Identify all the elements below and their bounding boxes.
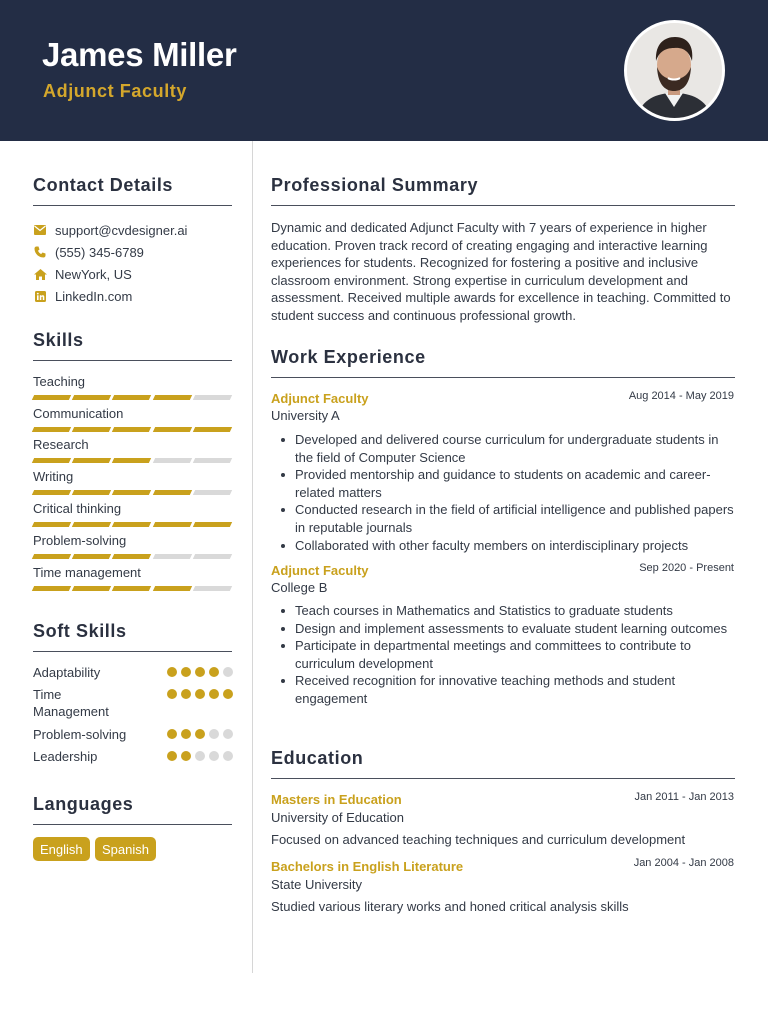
- job-bullet: Conducted research in the field of artificial intelligence and published papers in reputable journals: [271, 501, 737, 536]
- job-title: Adjunct Faculty: [271, 563, 369, 578]
- soft-skill-label: Problem-solving: [33, 727, 127, 742]
- rating-dot-filled: [209, 689, 219, 699]
- job-bullet: Collaborated with other faculty members on interdisciplinary projects: [271, 537, 737, 555]
- rating-dot-filled: [167, 729, 177, 739]
- skill-bar-segment-filled: [32, 490, 72, 495]
- rating-dot-filled: [195, 729, 205, 739]
- skill-bar-segment-filled: [32, 458, 72, 463]
- skill-bar-segment-filled: [193, 427, 233, 432]
- degree-title: Masters in Education: [271, 792, 402, 807]
- job-bullet: Provided mentorship and guidance to students on academic and career-related matters: [271, 466, 737, 501]
- rating-dot-empty: [209, 751, 219, 761]
- job-bullet: Design and implement assessments to evaluate student learning outcomes: [271, 620, 737, 638]
- contact-linkedin[interactable]: [33, 287, 132, 305]
- rating-dot-filled: [195, 689, 205, 699]
- skill-bar-segment-filled: [193, 522, 233, 527]
- summary-rule: [271, 205, 735, 206]
- summary-section-title: Professional Summary: [271, 175, 479, 195]
- languages-section-title: Languages: [33, 794, 134, 814]
- skill-bar-segment-filled: [72, 522, 112, 527]
- skill-level-bar: [33, 490, 231, 495]
- rating-dot-filled: [167, 667, 177, 677]
- skill-label: Teaching: [33, 374, 86, 389]
- skill-bar-segment-filled: [112, 490, 152, 495]
- envelope-icon: [33, 223, 47, 237]
- skill-label: Critical thinking: [33, 501, 122, 516]
- job-organization: College B: [271, 580, 328, 595]
- education-dates: Jan 2011 - Jan 2013: [634, 791, 734, 803]
- rating-dot-filled: [167, 689, 177, 699]
- skill-bar-segment-filled: [152, 427, 192, 432]
- job-bullet: Received recognition for innovative teaching methods and student engagement: [271, 672, 737, 707]
- skill-bar-segment-filled: [152, 586, 192, 591]
- skill-bar-segment-filled: [72, 554, 112, 559]
- column-divider: [252, 141, 253, 973]
- skill-bar-segment-filled: [72, 458, 112, 463]
- job-bullet: Teach courses in Mathematics and Statistics to graduate students: [271, 602, 737, 620]
- skill-level-bar: [33, 554, 231, 559]
- job-bullet-list: [271, 431, 737, 554]
- rating-dot-empty: [223, 729, 233, 739]
- contact-location: [33, 265, 132, 283]
- contact-phone-text: (555) 345-6789: [55, 244, 144, 260]
- skill-bar-segment-filled: [32, 586, 72, 591]
- linkedin-icon: [33, 289, 47, 303]
- skill-level-bar: [33, 522, 231, 527]
- rating-dot-filled: [209, 667, 219, 677]
- education-description: Focused on advanced teaching techniques and curriculum development: [271, 832, 686, 847]
- skills-section-title: Skills: [33, 330, 84, 350]
- job-bullet-list: [271, 602, 737, 708]
- soft-skill-rating: [167, 667, 233, 677]
- education-rule: [271, 778, 735, 779]
- rating-dot-empty: [223, 667, 233, 677]
- soft-skills-rule: [33, 651, 232, 652]
- home-icon: [33, 267, 47, 281]
- contact-email-text: support@cvdesigner.ai: [55, 222, 188, 238]
- soft-skill-label: Adaptability: [33, 665, 101, 680]
- candidate-role: Adjunct Faculty: [43, 81, 188, 101]
- job-dates: Aug 2014 - May 2019: [628, 390, 734, 402]
- skill-bar-segment-filled: [152, 522, 192, 527]
- rating-dot-empty: [209, 729, 219, 739]
- job-bullet: Developed and delivered course curriculum for undergraduate students in the field of Computer Science: [271, 431, 737, 466]
- experience-section-title: Work Experience: [271, 347, 426, 367]
- skill-bar-segment-filled: [32, 522, 72, 527]
- job-bullet: Participate in departmental meetings and committees to contribute to curriculum development: [271, 637, 737, 672]
- contact-linkedin-text: LinkedIn.com: [55, 288, 133, 304]
- school-name: State University: [271, 877, 363, 892]
- header: [0, 0, 768, 141]
- summary-text: Dynamic and dedicated Adjunct Faculty with 7 years of experience in higher education. Proven track record of creating engaging and interactive learning experiences for students. Recognized for fostering a positive and inclusive classroom environment. Strong expertise in curriculum development and assessment. Received multiple awards for excellence in teaching. Committed to student success and continuous professional growth.: [271, 220, 731, 323]
- soft-skill-label: Leadership: [33, 749, 98, 764]
- skill-label: Time management: [33, 565, 141, 580]
- rating-dot-filled: [223, 689, 233, 699]
- skill-bar-segment-empty: [193, 458, 233, 463]
- rating-dot-filled: [195, 667, 205, 677]
- soft-skill-rating: [167, 729, 233, 739]
- skill-bar-segment-filled: [32, 427, 72, 432]
- job-organization: University A: [271, 408, 340, 423]
- skill-level-bar: [33, 586, 231, 591]
- school-name: University of Education: [271, 810, 404, 825]
- skill-bar-segment-filled: [152, 490, 192, 495]
- job-dates: Sep 2020 - Present: [639, 562, 734, 574]
- skill-bar-segment-filled: [152, 395, 192, 400]
- skill-bar-segment-filled: [72, 395, 112, 400]
- skill-bar-segment-filled: [72, 586, 112, 591]
- experience-rule: [271, 377, 735, 378]
- skill-bar-segment-empty: [193, 586, 233, 591]
- skill-bar-segment-filled: [112, 395, 152, 400]
- rating-dot-filled: [181, 689, 191, 699]
- job-title: Adjunct Faculty: [271, 391, 369, 406]
- skill-label: Writing: [33, 469, 74, 484]
- skill-bar-segment-filled: [112, 586, 152, 591]
- skill-bar-segment-filled: [112, 458, 152, 463]
- skill-bar-segment-empty: [193, 554, 233, 559]
- rating-dot-filled: [181, 729, 191, 739]
- rating-dot-filled: [167, 751, 177, 761]
- contact-email[interactable]: [33, 221, 187, 239]
- skill-bar-segment-empty: [152, 554, 192, 559]
- education-dates: Jan 2004 - Jan 2008: [633, 857, 734, 869]
- skill-bar-segment-filled: [112, 554, 152, 559]
- skill-bar-segment-empty: [193, 490, 233, 495]
- phone-icon: [33, 245, 47, 259]
- skill-level-bar: [33, 395, 231, 400]
- contact-rule: [33, 205, 232, 206]
- skill-label: Problem-solving: [33, 533, 127, 548]
- languages-rule: [33, 824, 232, 825]
- contact-section-title: Contact Details: [33, 175, 174, 195]
- skill-bar-segment-filled: [32, 395, 72, 400]
- education-section-title: Education: [271, 748, 364, 768]
- skill-label: Communication: [33, 406, 124, 421]
- candidate-name: James Miller: [42, 36, 237, 73]
- profile-photo: [624, 20, 725, 121]
- skills-rule: [33, 360, 232, 361]
- soft-skill-label: Time Management: [33, 687, 109, 719]
- skill-level-bar: [33, 427, 231, 432]
- skill-bar-segment-filled: [112, 522, 152, 527]
- rating-dot-empty: [195, 751, 205, 761]
- soft-skill-rating: [167, 751, 233, 761]
- rating-dot-filled: [181, 751, 191, 761]
- skill-bar-segment-empty: [193, 395, 233, 400]
- skill-bar-segment-filled: [72, 490, 112, 495]
- skill-bar-segment-filled: [72, 427, 112, 432]
- contact-phone[interactable]: [33, 243, 144, 261]
- contact-location-text: NewYork, US: [55, 266, 132, 282]
- skill-bar-segment-filled: [112, 427, 152, 432]
- education-description: Studied various literary works and honed critical analysis skills: [271, 899, 629, 914]
- language-badge: English: [33, 837, 90, 861]
- language-badge: Spanish: [95, 837, 156, 861]
- rating-dot-empty: [223, 751, 233, 761]
- rating-dot-filled: [181, 667, 191, 677]
- soft-skills-section-title: Soft Skills: [33, 621, 127, 641]
- skill-label: Research: [33, 437, 89, 452]
- skill-bar-segment-empty: [152, 458, 192, 463]
- skill-bar-segment-filled: [32, 554, 72, 559]
- soft-skill-rating: [167, 689, 233, 699]
- degree-title: Bachelors in English Literature: [271, 859, 464, 874]
- skill-level-bar: [33, 458, 231, 463]
